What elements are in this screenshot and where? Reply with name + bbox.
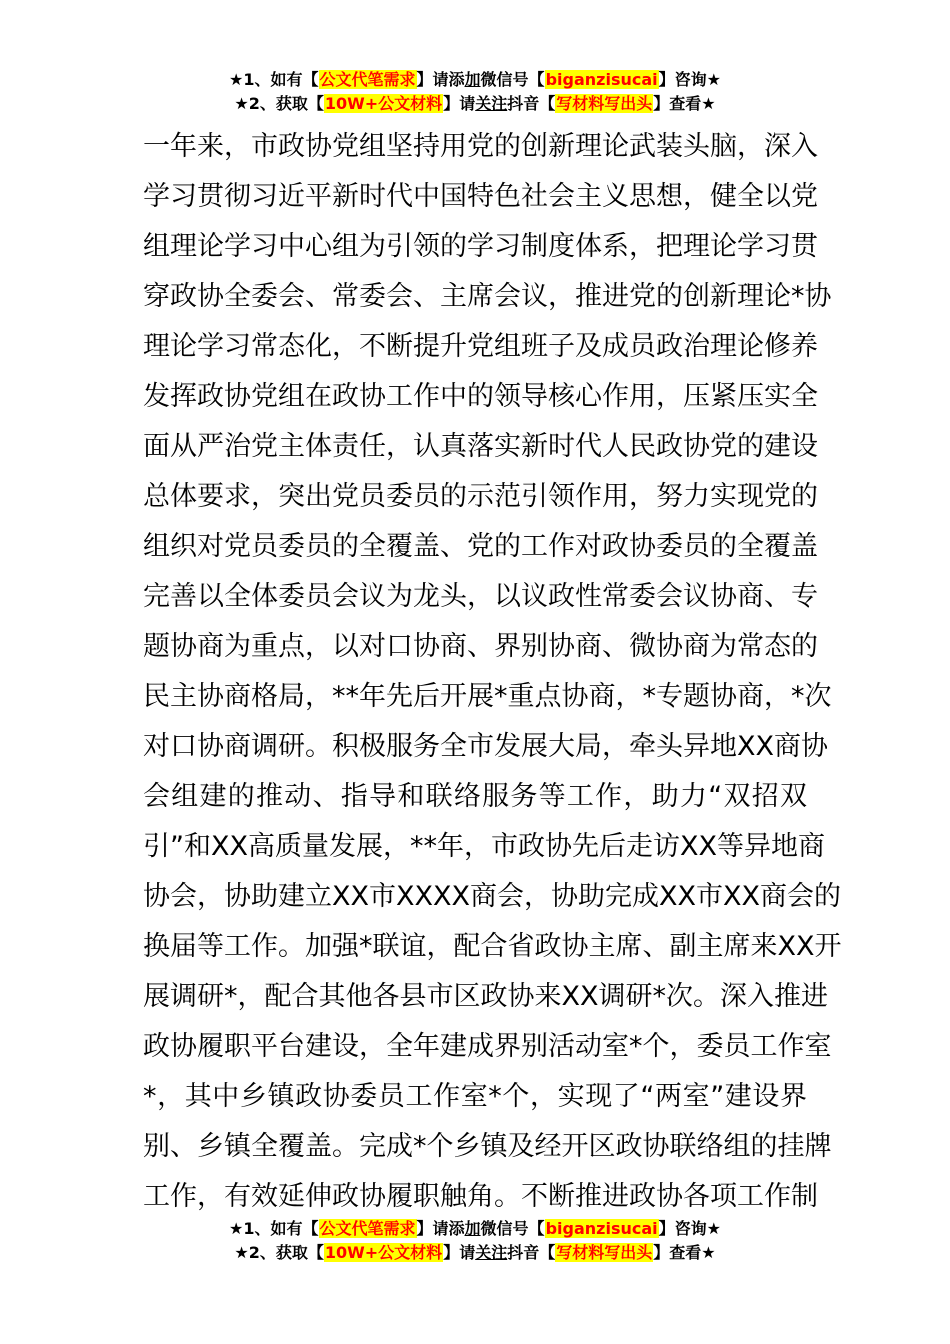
promo-line-1 xyxy=(0,1217,950,1241)
body-line: *，其中乡镇政协委员工作室*个，实现了“两室”建设界 xyxy=(143,1081,807,1112)
promo-underlined-text: 关注 xyxy=(475,94,508,113)
body-line: 会组建的推动、指导和联络服务等工作，助力“双招双 xyxy=(143,781,807,812)
body-line: 一年来，市政协党组坚持用党的创新理论武装头脑，深入 xyxy=(143,131,818,162)
promo-underlined-text: 加 xyxy=(464,1219,481,1238)
body-line: 协会，协助建立XX市XXXX商会，协助完成XX市XX商会的 xyxy=(143,881,841,912)
promo-line-1 xyxy=(0,68,950,92)
document-body xyxy=(143,122,842,1222)
body-line: 换届等工作。加强*联谊，配合省政协主席、副主席来XX开 xyxy=(143,931,842,962)
body-line: 理论学习常态化，不断提升党组班子及成员政治理论修养 xyxy=(143,331,818,362)
body-line: 发挥政协党组在政协工作中的领导核心作用，压紧压实全 xyxy=(143,381,818,412)
promo-wechat-id: biganzisucai xyxy=(545,1219,658,1238)
header-promo-banner xyxy=(0,68,950,116)
promo-line-2 xyxy=(0,92,950,116)
promo-text: 】请 xyxy=(443,1243,476,1262)
promo-text: 抖音【 xyxy=(507,94,556,113)
promo-text: 】请添 xyxy=(416,70,465,89)
body-line: 学习贯彻习近平新时代中国特色社会主义思想，健全以党 xyxy=(143,181,818,212)
promo-text: 抖音【 xyxy=(507,1243,556,1262)
promo-text: ★2、获取【 xyxy=(234,94,324,113)
body-line: 工作，有效延伸政协履职触角。不断推进政协各项工作制 xyxy=(143,1181,818,1212)
body-line: 别、乡镇全覆盖。完成*个乡镇及经开区政协联络组的挂牌 xyxy=(143,1131,832,1162)
promo-underlined-text: 关注 xyxy=(475,1243,508,1262)
promo-highlight: 公文代笔需求 xyxy=(319,1219,416,1238)
body-line: 民主协商格局，**年先后开展*重点协商，*专题协商，*次 xyxy=(143,681,832,712)
promo-highlight: 10W+公文材料 xyxy=(324,1243,443,1262)
promo-underlined-text: 加 xyxy=(464,70,481,89)
promo-text: 】咨询★ xyxy=(658,70,721,89)
promo-text: 】查看★ xyxy=(653,1243,716,1262)
promo-text: ★1、如有【 xyxy=(229,70,319,89)
promo-line-2 xyxy=(0,1241,950,1265)
body-line: 引”和XX高质量发展，**年，市政协先后走访XX等异地商 xyxy=(143,831,825,862)
promo-text: 微信号【 xyxy=(480,1219,545,1238)
promo-text: 】请 xyxy=(443,94,476,113)
body-line: 政协履职平台建设，全年建成界别活动室*个，委员工作室 xyxy=(143,1031,832,1062)
promo-highlight: 公文代笔需求 xyxy=(319,70,416,89)
promo-highlight: 10W+公文材料 xyxy=(324,94,443,113)
promo-text: 】查看★ xyxy=(653,94,716,113)
promo-text: ★2、获取【 xyxy=(234,1243,324,1262)
body-line: 对口协商调研。积极服务全市发展大局，牵头异地XX商协 xyxy=(143,731,828,762)
body-line: 穿政协全委会、常委会、主席会议，推进党的创新理论*协 xyxy=(143,281,832,312)
body-line: 完善以全体委员会议为龙头，以议政性常委会议协商、专 xyxy=(143,581,818,612)
promo-text: 】请添 xyxy=(416,1219,465,1238)
promo-text: 微信号【 xyxy=(480,70,545,89)
body-line: 组理论学习中心组为引领的学习制度体系，把理论学习贯 xyxy=(143,231,818,262)
promo-text: 】咨询★ xyxy=(658,1219,721,1238)
body-line: 面从严治党主体责任，认真落实新时代人民政协党的建设 xyxy=(143,431,818,462)
promo-douyin-account: 写材料写出头 xyxy=(556,1243,653,1262)
body-line: 总体要求，突出党员委员的示范引领作用，努力实现党的 xyxy=(143,481,818,512)
promo-wechat-id: biganzisucai xyxy=(545,70,658,89)
body-line: 题协商为重点，以对口协商、界别协商、微协商为常态的 xyxy=(143,631,818,662)
footer-promo-banner xyxy=(0,1217,950,1265)
body-line: 展调研*，配合其他各县市区政协来XX调研*次。深入推进 xyxy=(143,981,828,1012)
body-line: 组织对党员委员的全覆盖、党的工作对政协委员的全覆盖 xyxy=(143,531,818,562)
promo-text: ★1、如有【 xyxy=(229,1219,319,1238)
promo-douyin-account: 写材料写出头 xyxy=(556,94,653,113)
